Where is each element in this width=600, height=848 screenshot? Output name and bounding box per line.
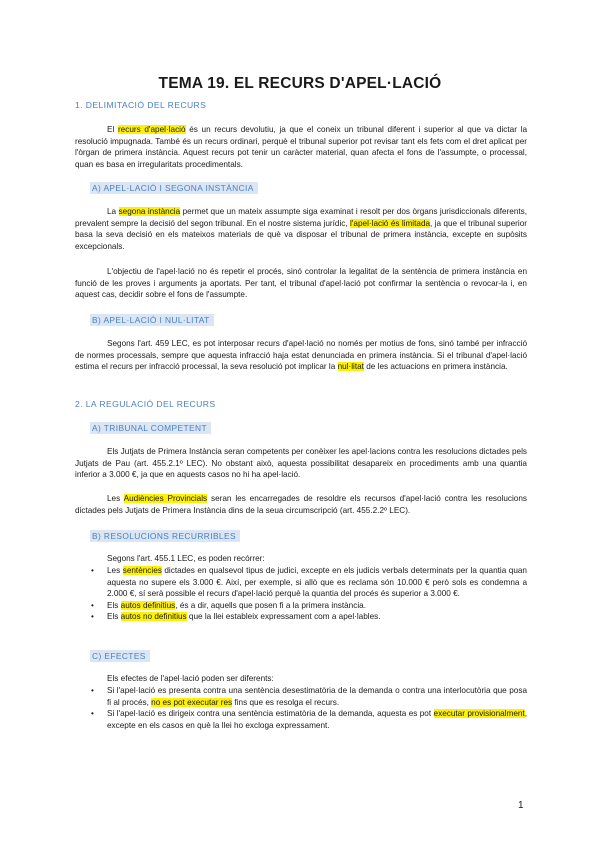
highlight: recurs d'apel·lació <box>117 125 186 134</box>
subsection-heading-1b: B) APEL·LACIÓ I NUL·LITAT <box>90 314 214 326</box>
list-item: • Les sentències dictades en qualsevol tipus de judici, excepte en els judicis verbals determinats per la quantia quan aquesta no supere els 3.000 €. Així, per exemple, si allò que es reclama són 10.000 € però sols es condemna a 2.000 €, sí serà possible el recurs d'apel·lació perquè la quantia del procés és superior a 3.000 €. <box>91 565 527 600</box>
highlight: no es pot executar res <box>151 697 233 707</box>
paragraph-objectiu-apelacio: L'objectiu de l'apel·lació no és repetir el procés, sinó controlar la legalitat de la sentència de primera instància en funció de les proves i arguments ja aportats. Per tant, el tribunal d'apel·lació pot confirmar la sentència o revocar-la i, en aquest cas, decidir sobre el fons de l'assumpte. <box>75 267 527 300</box>
list-item: • Els autos no definitius que la llei estableix expressament com a apel·lables. <box>91 611 527 623</box>
paragraph-audiencies-provincials: Les Audiències Provincials seran les encarregades de resoldre els recursos d'apel·lació contra les resolucions dictades pels Jutjats de Primera Instància dins de la seua circumscripció (art. 455.2.2º LEC). <box>75 494 528 515</box>
efectes-lead: Els efectes de l'apel·lació poden ser diferents: <box>107 674 274 683</box>
subsection-heading-2c: C) EFECTES <box>90 650 150 662</box>
list-item: • Els autos definitius, és a dir, aquells que posen fi a la primera instància. <box>91 600 527 612</box>
section-heading-1: 1. DELIMITACIÓ DEL RECURS <box>75 100 207 110</box>
highlight: nul·litat <box>337 362 364 372</box>
highlight: sentències <box>122 566 162 575</box>
highlight: segona instància <box>118 207 181 216</box>
subsection-heading-2b: B) RESOLUCIONS RECURRIBLES <box>90 530 240 542</box>
paragraph-recurs-apelacio: El recurs d'apel·lació és un recurs devolutiu, ja que el coneix un tribunal diferent i superior al que va dictar la resolució impugnada. També és un recurs ordinari, perquè el tribunal superior pot revisar tant els fets com el dret aplicat per l'òrgan de primera instància. Aquest recurs pot tenir un caràcter material, quan afecta el fons de l'assumpte, o processal, quan es basa en irregularitats procedimentals. <box>75 125 528 169</box>
highlight: autos definitius <box>120 600 176 610</box>
paragraph-jutjats-primera-instancia: Els Jutjats de Primera Instància seran competents per conèixer les apel·lacions contra les resolucions dictades pels Jutjats de Pau (art. 455.2.1º LEC). No obstant això, aquesta possibilitat desapareix en procediments amb una quantia inferior a 3.000 €, ja que en aquests casos no hi ha apel·lació. <box>75 447 527 480</box>
highlight: Audiències Provincials <box>123 494 208 503</box>
highlight: l'apel·lació és limitada <box>350 218 431 228</box>
paragraph-nullitat: Segons l'art. 459 LEC, es pot interposar recurs d'apel·lació no només per motius de fons, sinó també per infracció de normes processals, sempre que aquesta infracció haja estat denunciada en primera instància. Si el tribunal d'apel·lació estima el recurs per infracció processal, la seva resolució pot implicar la nul·litat de les actuacions en primera instància. <box>75 339 527 372</box>
list-item: • Si l'apel·lació es dirigeix contra una sentència estimatòria de la demanda, aquesta es pot executar provisionalment, excepte en els casos en què la llei ho excloga expressament. <box>91 708 527 731</box>
subsection-heading-1a: A) APEL·LACIÓ I SEGONA INSTÀNCIA <box>90 182 258 194</box>
resolucions-lead: Segons l'art. 455.1 LEC, es poden recórrer: <box>107 554 265 563</box>
resolucions-list <box>91 565 527 623</box>
paragraph-segona-instancia: La segona instància permet que un mateix assumpte siga examinat i resolt per dos òrgans jurisdiccionals diferents, prevalent sempre la decisió del segon tribunal. En el nostre sistema jurídic, l'apel·lació és limitada, ja que el tribunal superior basa la seva decisió en els mateixos materials de què va disposar el tribunal de primera instància, excepte en supòsits excepcionals. <box>75 207 528 251</box>
subsection-heading-2a: A) TRIBUNAL COMPETENT <box>90 422 211 434</box>
highlight: autos no definitius <box>120 612 187 622</box>
list-item: • Si l'apel·lació es presenta contra una sentència desestimatòria de la demanda o contra una interlocutòria que posa fi al procés, no es pot executar res fins que es resolga el recurs. <box>91 685 527 708</box>
section-heading-2: 2. LA REGULACIÓ DEL RECURS <box>75 399 216 409</box>
efectes-list <box>91 685 527 731</box>
highlight: executar provisionalment <box>433 709 525 719</box>
page-number: 1 <box>518 800 524 811</box>
page-title: TEMA 19. EL RECURS D'APEL·LACIÓ <box>158 75 442 92</box>
